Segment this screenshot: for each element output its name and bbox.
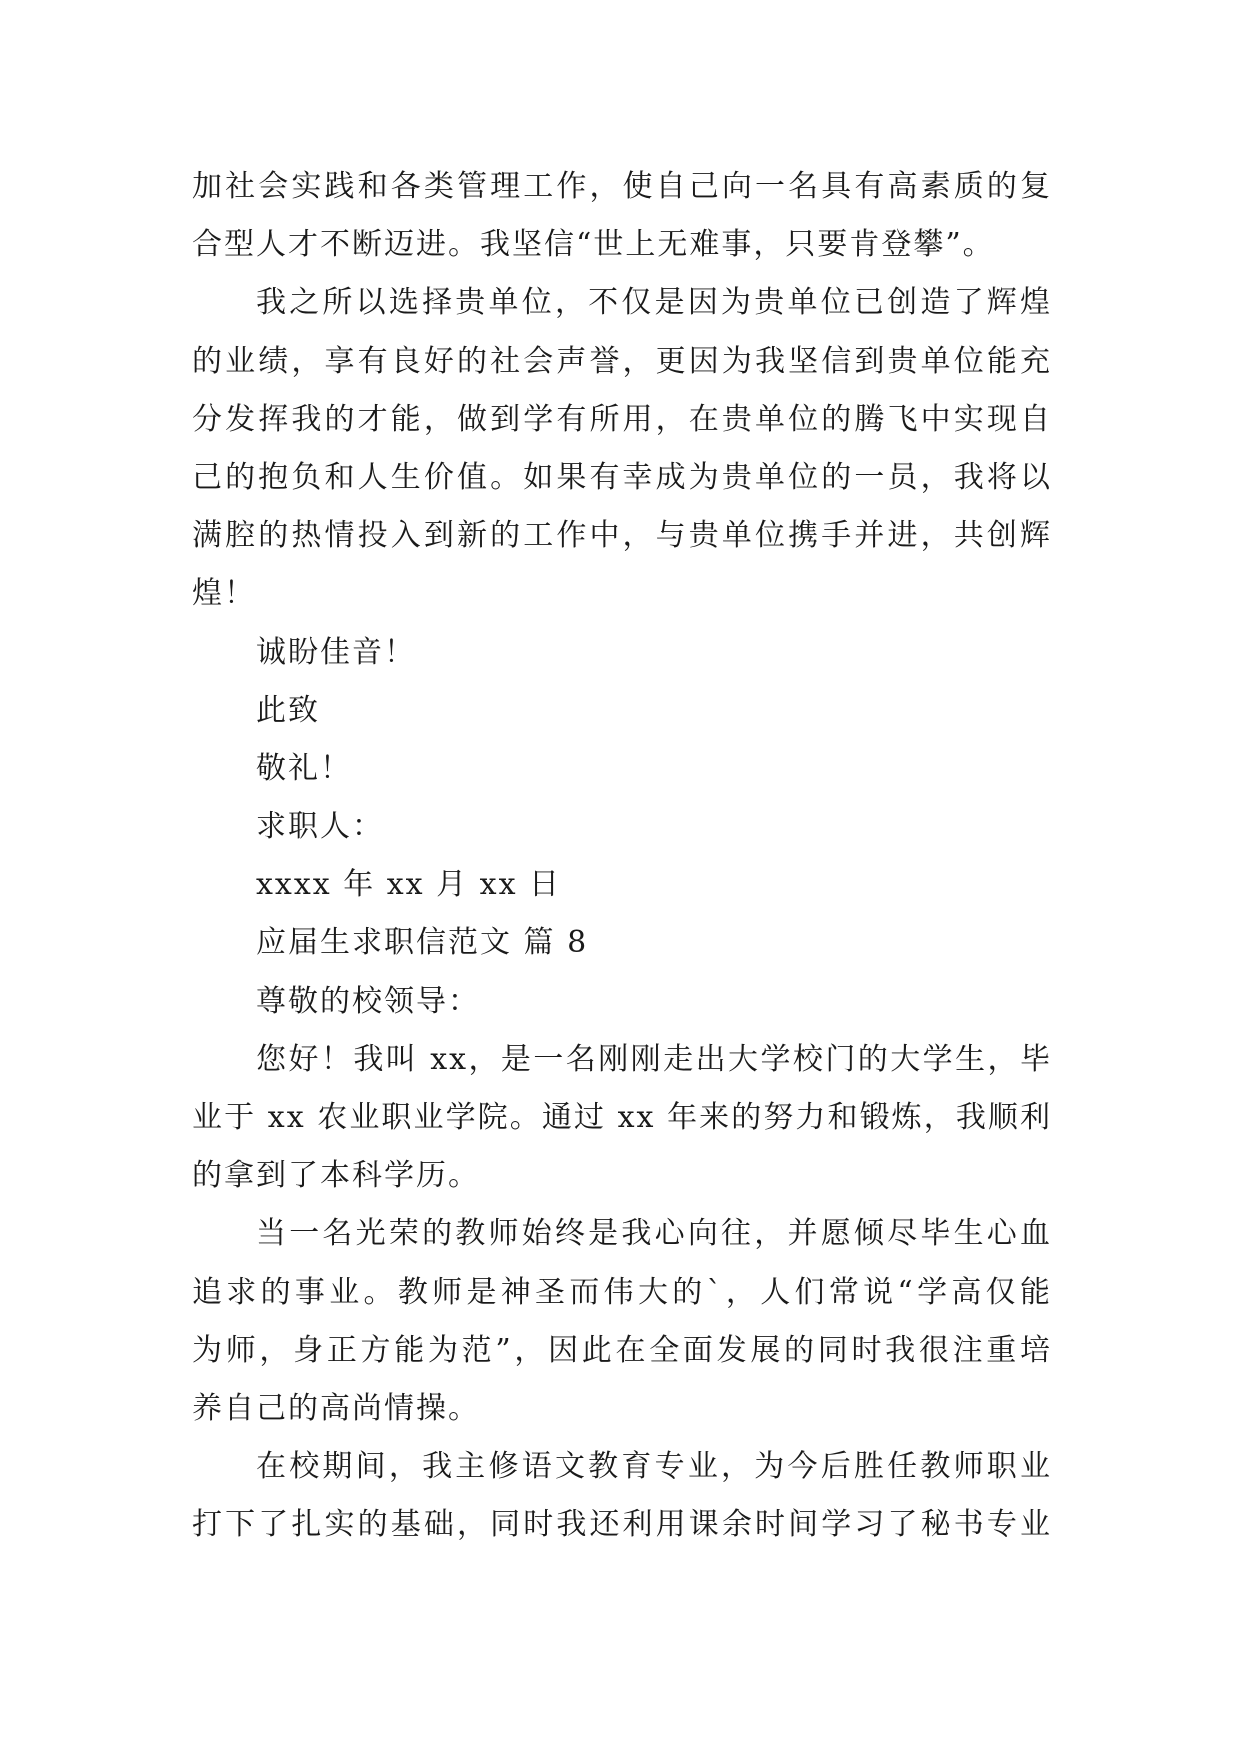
text-line: 合型人才不断迈进。我坚信“世上无难事，只要肯登攀”。 <box>192 227 995 263</box>
greeting-line: 尊敬的校领导： <box>256 983 480 1019</box>
section-heading: 应届生求职信范文 篇 8 <box>256 925 589 961</box>
paragraph-start-line: 当一名光荣的教师始终是我心向往，并愿倾尽毕生心血 <box>256 1216 1052 1252</box>
text-line: 追求的事业。教师是神圣而伟大的`，人们常说“学高仅能 <box>192 1274 1052 1310</box>
text-line: 业于 xx 农业职业学院。通过 xx 年来的努力和锻炼，我顺利 <box>192 1100 1052 1135</box>
closing-line: 诚盼佳音！ <box>256 634 416 670</box>
salutation-line: 此致 <box>256 692 320 728</box>
applicant-line: 求职人： <box>256 809 384 845</box>
paragraph-start-line: 我之所以选择贵单位，不仅是因为贵单位已创造了辉煌 <box>256 285 1052 321</box>
paragraph-start-line: 您好！我叫 xx，是一名刚刚走出大学校门的大学生，毕 <box>256 1041 1052 1077</box>
text-line: 打下了扎实的基础，同时我还利用课余时间学习了秘书专业 <box>192 1507 1052 1543</box>
letter-body <box>192 158 1052 1555</box>
text-line: 分发挥我的才能，做到学有所用，在贵单位的腾飞中实现自 <box>192 401 1052 437</box>
date-line: xxxx 年 xx 月 xx 日 <box>256 867 562 903</box>
paragraph-start-line: 在校期间，我主修语文教育专业，为今后胜任教师职业 <box>256 1449 1052 1485</box>
text-line: 加社会实践和各类管理工作，使自己向一名具有高素质的复 <box>192 169 1052 204</box>
text-line: 己的抱负和人生价值。如果有幸成为贵单位的一员，我将以 <box>192 459 1052 495</box>
text-line: 养自己的高尚情操。 <box>192 1390 480 1426</box>
text-line: 的业绩，享有良好的社会声誉，更因为我坚信到贵单位能充 <box>192 343 1052 379</box>
salutation-line: 敬礼！ <box>256 750 352 786</box>
text-line: 满腔的热情投入到新的工作中，与贵单位携手并进，共创辉 <box>192 518 1052 554</box>
text-line: 为师，身正方能为范”，因此在全面发展的同时我很注重培 <box>192 1332 1052 1368</box>
text-line: 的拿到了本科学历。 <box>192 1158 480 1194</box>
text-line: 煌！ <box>192 576 256 612</box>
